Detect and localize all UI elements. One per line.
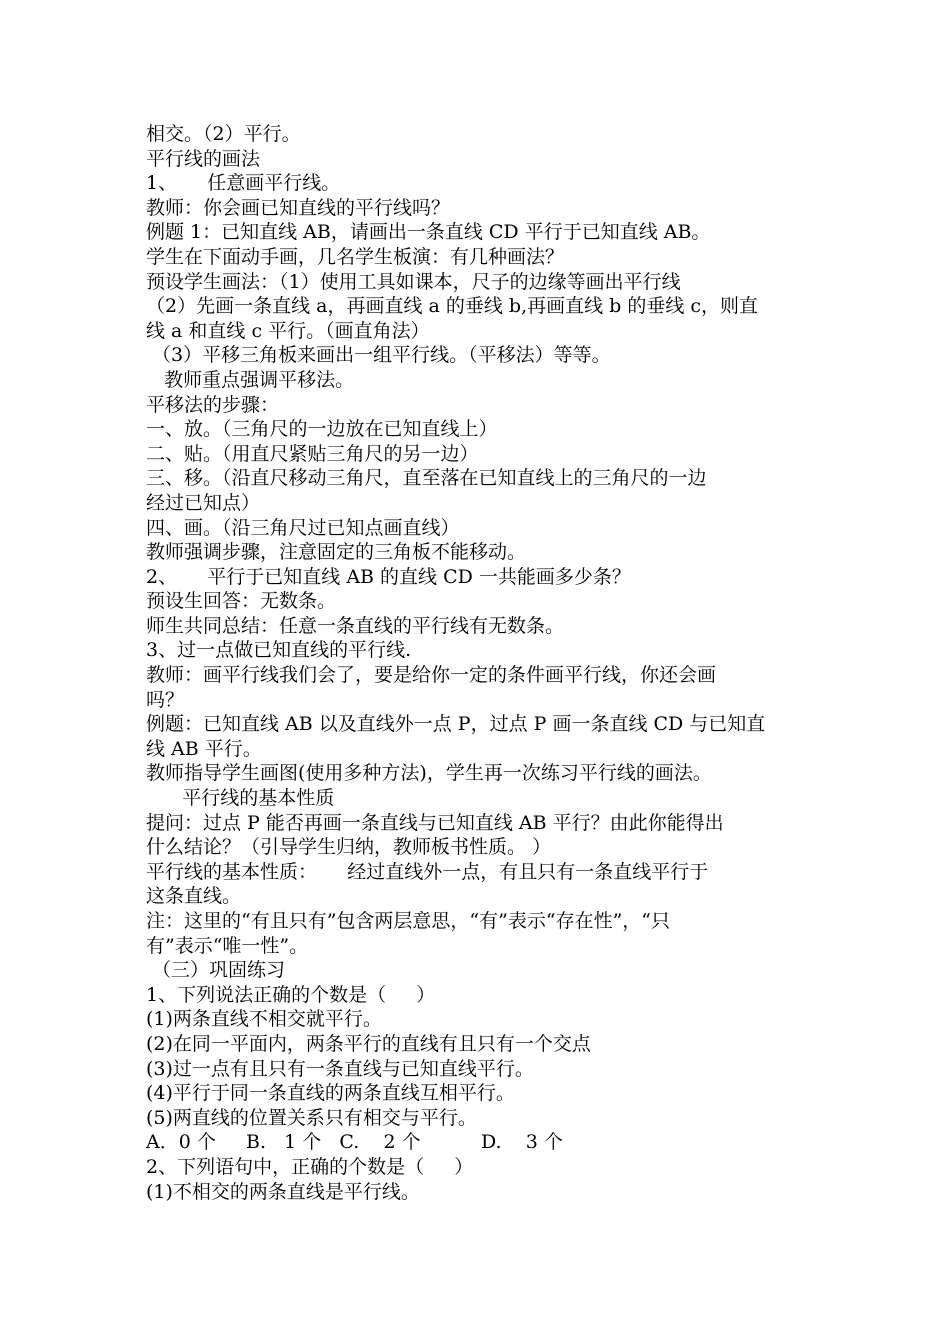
text-line: 1、 任意画平行线。 [146,172,341,195]
text-line: 教师重点强调平移法。 [146,368,355,391]
text-line: 这条直线。 [146,885,242,908]
exercise-statement: (4)平行于同一条直线的两条直线互相平行。 [146,1082,515,1105]
text-line: 线 AB 平行。 [146,737,262,760]
exercise-statement: (1)不相交的两条直线是平行线。 [146,1180,420,1203]
text-line: 注：这里的“有且只有”包含两层意思，“有”表示“存在性”，“只 [146,910,670,932]
text-line: 例题：已知直线 AB 以及直线外一点 P，过点 P 画一条直线 CD 与已知直 [146,713,766,736]
text-line: 平行线的基本性质： 经过直线外一点，有且只有一条直线平行于 [146,860,709,883]
text-line: 学生在下面动手画，几名学生板演：有几种画法？ [146,245,565,268]
text-line: （3）平移三角板来画出一组平行线。（平移法）等等。 [146,344,611,367]
section-heading: 平行线的基本性质 [146,787,335,810]
exercise-statement: (1)两条直线不相交就平行。 [146,1008,382,1031]
section-heading: （三）巩固练习 [146,959,286,982]
text-line: 一、放。（三角尺的一边放在已知直线上） [146,418,498,441]
text-line: 预设生回答：无数条。 [146,590,337,613]
text-line: 例题 1：已知直线 AB，请画出一条直线 CD 平行于已知直线 AB。 [146,221,711,244]
text-line: 吗？ [146,688,185,711]
text-line: 教师指导学生画图(使用多种方法)，学生再一次练习平行线的画法。 [146,762,712,785]
text-line: 四、画。（沿三角尺过已知点画直线） [146,516,460,539]
text-line: 教师强调步骤，注意固定的三角板不能移动。 [146,541,527,564]
text-line: 教师：画平行线我们会了，要是给你一定的条件画平行线，你还会画 [146,664,717,687]
text-line: 有”表示“唯一性”。 [146,934,309,957]
text-line: 3、过一点做已知直线的平行线. [146,639,412,662]
text-line: 三、移。（沿直尺移动三角尺，直至落在已知直线上的三角尺的一边 [146,467,707,490]
text-line: 什么结论？（引导学生归纳，教师板书性质。 ） [146,836,552,859]
text-line: 经过已知点） [146,491,261,514]
text-line: 线 a 和直线 c 平行。（画直角法） [146,319,430,342]
section-heading: 平行线的画法 [146,147,261,170]
document-body [146,122,816,1204]
text-line: 提问：过点 P 能否再画一条直线与已知直线 AB 平行？由此你能得出 [146,811,724,834]
text-line: 平移法的步骤： [146,393,280,416]
exercise-question: 2、下列语句中，正确的个数是（ ） [146,1155,474,1178]
text-line: 师生共同总结：任意一条直线的平行线有无数条。 [146,614,565,637]
text-line: 二、贴。（用直尺紧贴三角尺的另一边） [146,442,479,465]
exercise-question: 1、下列说法正确的个数是（ ） [146,983,436,1006]
exercise-statement: (2)在同一平面内，两条平行的直线有且只有一个交点 [146,1032,591,1055]
text-line: （2）先画一条直线 a，再画直线 a 的垂线 b,再画直线 b 的垂线 c，则直 [146,295,759,318]
answer-choices: A．0 个 B. 1 个 C. 2 个 D. 3 个 [146,1131,563,1154]
text-line: 相交。（2）平行。 [146,123,301,145]
text-line: 教师：你会画已知直线的平行线吗？ [146,196,451,219]
text-line: 预设学生画法：（1）使用工具如课本，尺子的边缘等画出平行线 [146,270,681,293]
exercise-statement: (5)两直线的位置关系只有相交与平行。 [146,1106,477,1129]
text-line: 2、 平行于已知直线 AB 的直线 CD 一共能画多少条？ [146,565,631,588]
exercise-statement: (3)过一点有且只有一条直线与已知直线平行。 [146,1057,534,1080]
